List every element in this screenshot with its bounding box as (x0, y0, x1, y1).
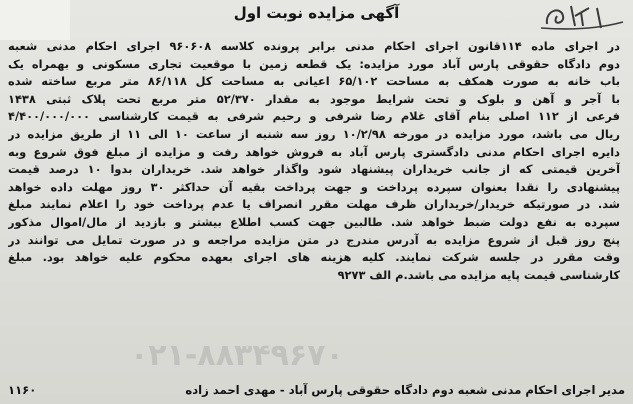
reference-code: ۱۱۶۰ (8, 383, 37, 397)
notice-footer (8, 383, 625, 397)
body-line: پنج روز قبل از شروع مزایده به آدرس مندرج در متن مزایده مراجعه و در صورت تمایل می توانند در (8, 232, 620, 247)
body-line: وقت مقرر در جلسه شرکت نمایند. کلیه هزینه های اجرای بعهده محکوم علیه خواهد بود. مبلغ (8, 250, 620, 265)
body-line: سپرده به نفع دولت ضبط خواهد شد. طالبین جهت کسب اطلاع بیشتر و بازدید از مال/اموال مذکور (8, 214, 620, 229)
watermark-phone: ۰۲۱-۸۸۳۴۹۶۷۰ (130, 338, 344, 373)
body-line: فرعی از ۱۱۲ اصلی بنام آقای غلام رضا شرفی و رحیم شرفی به قیمت کارشناسی ۴/۴۰۰/۰۰۰/۰۰۰ (8, 109, 620, 124)
body-line: در اجرای ماده ۱۱۴قانون اجرای احکام مدنی برابر پرونده کلاسه ۹۶۰۶۰۸ اجرای احکام مدنی شعبه (8, 39, 620, 53)
body-line: با آجر و آهن و بلوک و تحت شرایط موجود به مقدار ۵۲/۳۷۰ متر مربع تحت پلاک ثبتی ۱۴۳۸ (8, 91, 620, 106)
notice-title: آگهی مزایده نوبت اول (233, 4, 400, 22)
notice-body (8, 38, 620, 284)
body-line: آخرین قیمتی که از جانب خریداران پیشنهاد شود واگذار خواهد شد. خریداران بدوا ۱۰ درصد قیمت (8, 162, 620, 177)
body-line: باب خانه به صورت همکف به مساحت ۶۵/۱۰۲ اعیانی به مساحت کل ۸۶/۱۱۸ متر مربع ساخته شده (8, 74, 620, 89)
body-line: دایره اجرای احکام مدنی دادگستری پارس آباد به فروش خواهد رفت و مزایده از مبلغ فوق شروع وبه (8, 144, 620, 159)
body-line-last: کارشناسی قیمت پایه مزایده می باشد.م الف ۹۲۷۳ (337, 267, 620, 282)
body-line: ریال می باشد، مورد مزایده در مورخه ۱۰/۲/۹۸ روز سه شنبه از ساعت ۱۰ الی ۱۱ از طریق مزایده در (8, 126, 620, 141)
body-line: دوم دادگاه حقوقی پارس آباد مورد مزایده: یک قطعه زمین با موقعیت تجاری مسکونی و بهمراه یک (8, 56, 620, 71)
signature-line: مدیر اجرای احکام مدنی شعبه دوم دادگاه حقوقی پارس آباد - مهدی احمد زاده (185, 383, 625, 397)
body-line: پیشنهادی را نقدا بعنوان سپرده پرداخت و جهت پرداخت بقیه آن حداکثر ۳۰ روز مهلت داده خواهد (8, 179, 620, 194)
body-line: شد. در صورتیکه خریدار/خریداران ظرف مهلت مقرر انصراف یا عدم پرداخت خود را اعلام نمایند مبلغ (8, 197, 620, 212)
